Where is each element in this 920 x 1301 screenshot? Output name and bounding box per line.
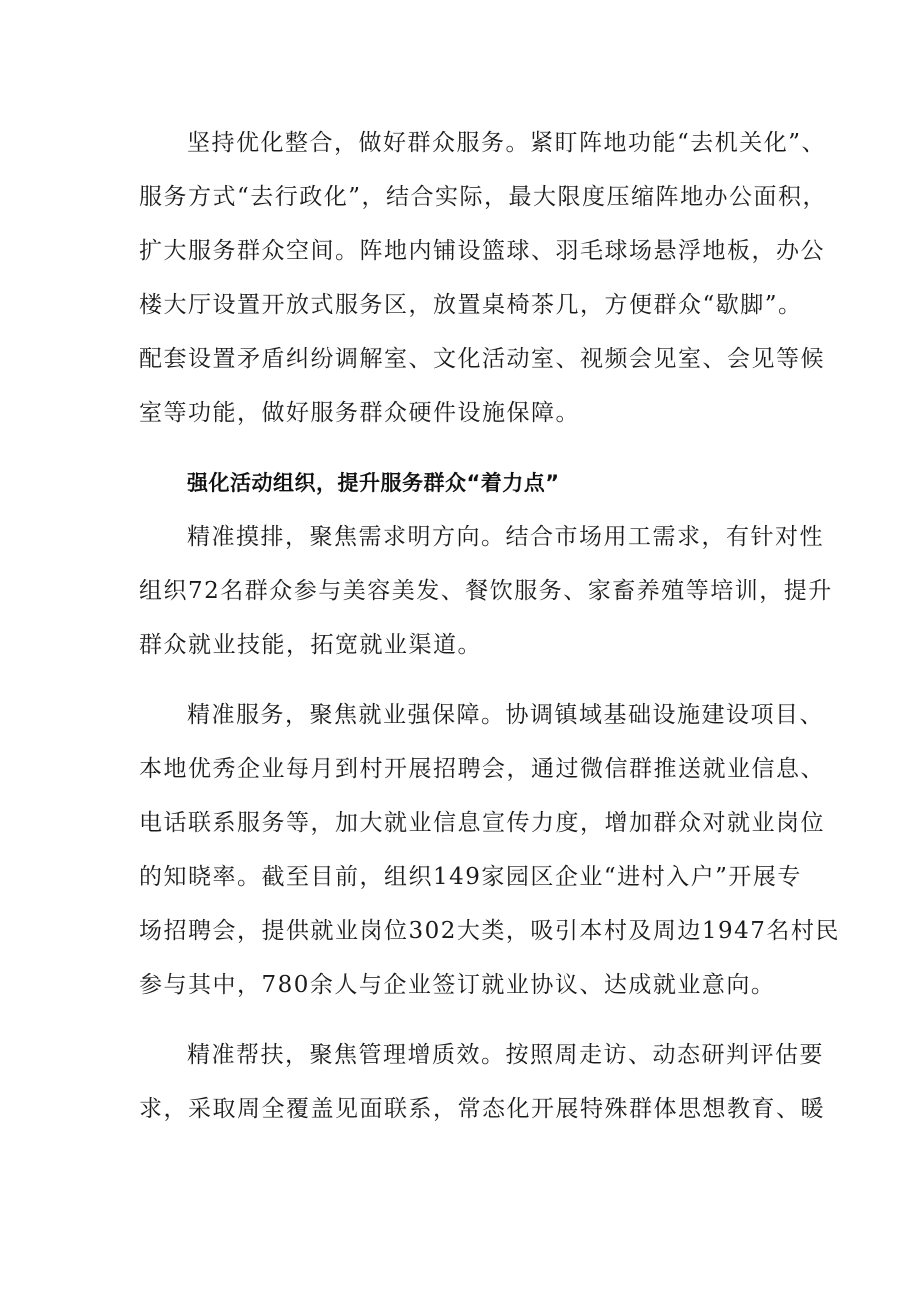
paragraph-3: [139, 688, 840, 1012]
text-line: 组织72名群众参与美容美发、餐饮服务、家畜养殖等培训，提升: [139, 578, 833, 604]
text-line: 场招聘会，提供就业岗位302大类，吸引本村及周边1947名村民: [139, 918, 840, 944]
text-line: 扩大服务群众空间。阵地内铺设篮球、羽毛球场悬浮地板，办公: [139, 238, 825, 264]
text-line: 精准摸排，聚焦需求明方向。结合市场用工需求，有针对性: [187, 524, 824, 550]
paragraph-2: [139, 510, 833, 672]
text-line: 群众就业技能，拓宽就业渠道。: [139, 632, 482, 658]
text-line: 本地优秀企业每月到村开展招聘会，通过微信群推送就业信息、: [139, 756, 825, 782]
text-line: 求，采取周全覆盖见面联系，常态化开展特殊群体思想教育、暖: [139, 1096, 825, 1122]
text-line: 楼大厅设置开放式服务区，放置桌椅茶几，方便群众“歇脚”。: [139, 292, 803, 318]
text-line: 电话联系服务等，加大就业信息宣传力度，增加群众对就业岗位: [139, 810, 825, 836]
text-line: 配套设置矛盾纠纷调解室、文化活动室、视频会见室、会见等候: [139, 346, 825, 372]
text-line: 室等功能，做好服务群众硬件设施保障。: [139, 400, 580, 426]
paragraph-4: [139, 1028, 825, 1136]
text-line: 参与其中，780余人与企业签订就业协议、达成就业意向。: [139, 972, 776, 998]
text-line: 精准帮扶，聚焦管理增质效。按照周走访、动态研判评估要: [187, 1042, 824, 1068]
section-heading: 强化活动组织，提升服务群众“着力点”: [187, 471, 560, 495]
text-line: 服务方式“去行政化”，结合实际，最大限度压缩阵地办公面积，: [139, 184, 828, 210]
text-line: 坚持优化整合，做好群众服务。紧盯阵地功能“去机关化”、: [187, 130, 827, 156]
text-line: 的知晓率。截至目前，组织149家园区企业“进村入户”开展专: [139, 864, 802, 890]
text-line: 精准服务，聚焦就业强保障。协调镇域基础设施建设项目、: [187, 702, 824, 728]
document-body: [139, 116, 840, 1136]
paragraph-1: [139, 116, 828, 440]
